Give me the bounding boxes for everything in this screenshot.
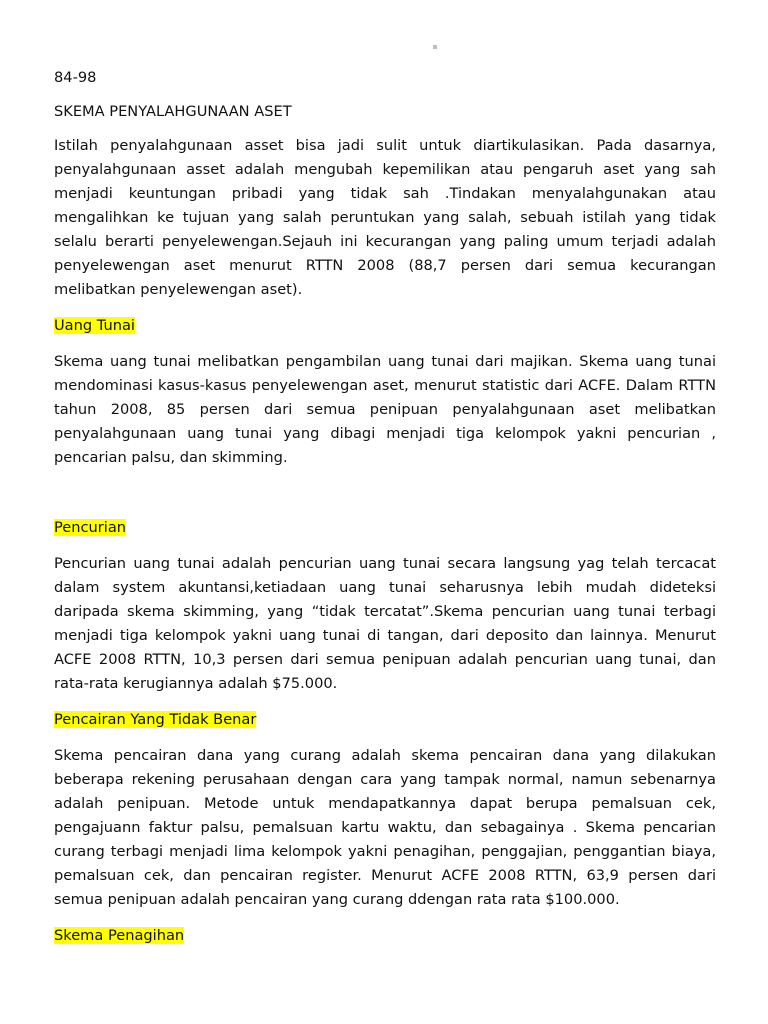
spacer <box>54 470 716 516</box>
highlighted-heading-text: Pencairan Yang Tidak Benar <box>54 711 257 728</box>
section-text-pencurian: Pencurian uang tunai adalah pencurian uang tunai secara langsung yag telah tercacat dalam system akuntansi,ketiadaan uang tunai seharusnya lebih mudah dideteksi daripada skema skimming, yang “tidak tercatat”.Skema pencurian uang tunai terbagi menjadi tiga kelompok yakni uang tunai di tangan, dari deposito dan lainnya. Menurut ACFE 2008 RTTN, 10,3 persen dari semua penipuan adalah pencurian uang tunai, dan rata-rata kerugiannya adalah $75.000. <box>54 555 716 692</box>
section-heading-skema-penagihan <box>54 924 716 948</box>
highlighted-heading-text: Pencurian <box>54 519 127 536</box>
document-page <box>54 66 716 948</box>
spacer <box>54 338 716 350</box>
spacer <box>54 696 716 708</box>
spacer <box>54 912 716 924</box>
spacer <box>54 90 716 100</box>
page-top-mark <box>433 45 437 49</box>
section-heading-pencurian <box>54 516 716 540</box>
document-title: SKEMA PENYALAHGUNAAN ASET <box>54 103 292 120</box>
section-text-uang-tunai: Skema uang tunai melibatkan pengambilan uang tunai dari majikan. Skema uang tunai mendominasi kasus-kasus penyelewengan aset, menurut statistic dari ACFE. Dalam RTTN tahun 2008, 85 persen dari semua penipuan penyalahgunaan aset melibatkan penyalahgunaan uang tunai yang dibagi menjadi tiga kelompok yakni pencurian , pencarian palsu, dan skimming. <box>54 353 716 466</box>
section-heading-uang-tunai <box>54 314 716 338</box>
section-heading-pencairan <box>54 708 716 732</box>
spacer <box>54 302 716 314</box>
page-reference: 84-98 <box>54 69 97 86</box>
spacer <box>54 124 716 134</box>
spacer <box>54 540 716 552</box>
section-text-pencairan: Skema pencairan dana yang curang adalah skema pencairan dana yang dilakukan beberapa rekening perusahaan dengan cara yang tampak normal, namun sebenarnya adalah penipuan. Metode untuk mendapatkannya dapat berupa pemalsuan cek, pengajuann faktur palsu, pemalsuan kartu waktu, dan sebagainya . Skema pencarian curang terbagi menjadi lima kelompok yakni penagihan, penggajian, penggantian biaya, pemalsuan cek, dan pencairan register. Menurut ACFE 2008 RTTN, 63,9 persen dari semua penipuan adalah pencairan yang curang ddengan rata rata $100.000. <box>54 747 716 908</box>
spacer <box>54 732 716 744</box>
highlighted-heading-text: Skema Penagihan <box>54 927 185 944</box>
highlighted-heading-text: Uang Tunai <box>54 317 135 334</box>
intro-paragraph: Istilah penyalahgunaan asset bisa jadi sulit untuk diartikulasikan. Pada dasarnya, penyalahgunaan asset adalah mengubah kepemilikan atau pengaruh aset yang sah menjadi keuntungan pribadi yang tidak sah .Tindakan menyalahgunakan atau mengalihkan ke tujuan yang salah peruntukan yang salah, sebuah istilah yang tidak selalu berarti penyelewengan.Sejauh ini kecurangan yang paling umum terjadi adalah penyelewengan aset menurut RTTN 2008 (88,7 persen dari semua kecurangan melibatkan penyelewengan aset). <box>54 137 716 298</box>
